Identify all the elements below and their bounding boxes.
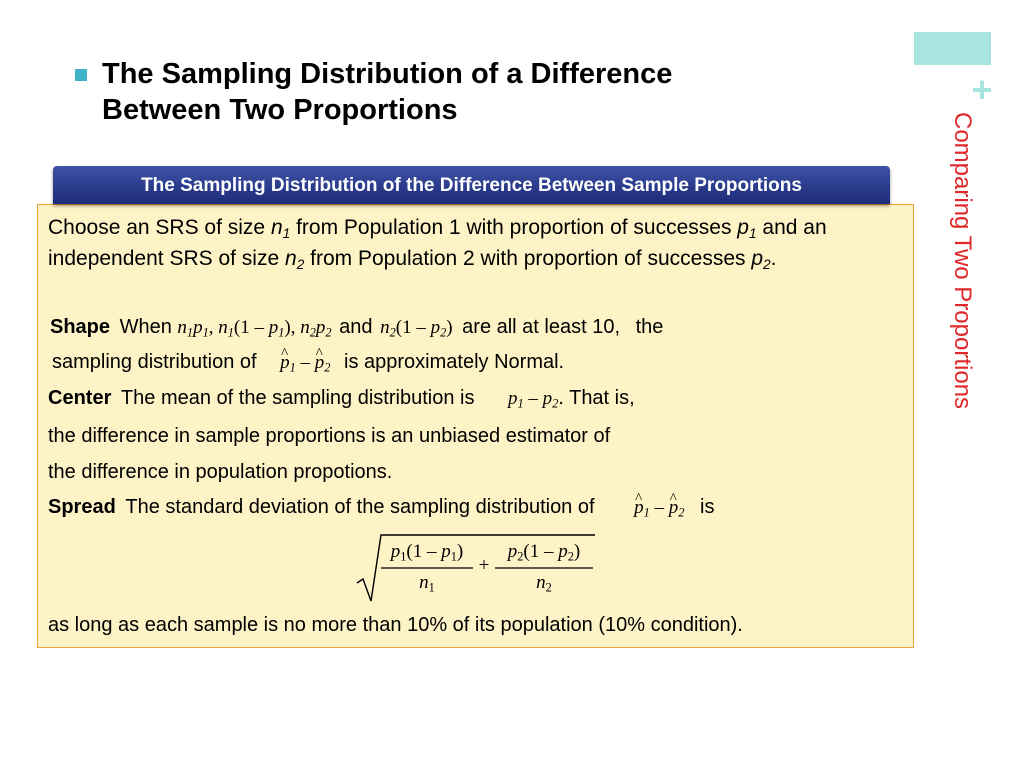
spread-line-1: Spread The standard deviation of the sampling distribution of ^ $p_1$ – ^ $p_2$ is [48,495,714,520]
shape-line-1: Shape When $n_1p_1$, $n_1(1 - p_1)$, $n_2p_2$ and $n_2(1 - p_2)$ are all at least 10, the [50,316,664,340]
standard-deviation-formula [355,533,600,603]
fraction-2: $p_2(1 - p_2)$ $n_2$ [507,541,581,595]
spread-label: Spread [48,496,116,518]
side-title-text: Comparing Two Proportions [949,112,976,410]
slide-title [102,56,822,128]
center-line-1: Center The mean of the sampling distribution is $p_1 - p_2$. That is, [48,387,635,411]
corner-accent-bar [914,32,991,65]
side-title [940,112,976,472]
center-label: Center [48,387,112,409]
shape-label: Shape [50,316,111,338]
definition-banner: The Sampling Distribution of the Difference Between Sample Proportions [53,166,890,204]
spread-footer: as long as each sample is no more than 10% of its population (10% condition). [48,614,743,636]
center-line-3: the difference in population propotions. [48,461,393,483]
plus-sign: + [478,555,490,576]
slide-title-line-2: Between Two Proportions [102,94,458,126]
intro-paragraph: Choose an SRS of size $n_1$ from Population 1 with proportion of successes $p_1$ and an independent SRS of size $n_2$ from Population 2 with proportion of successes $p_2$. [48,216,827,273]
shape-line-2: sampling distribution of ^ $p_1$ – ^ $p_2$ is approximately Normal. [52,350,564,375]
center-line-2: the difference in sample proportions is an unbiased estimator of [48,425,611,447]
fraction-1: $p_1(1 - p_1)$ $n_1$ [390,541,464,595]
plus-icon: + [971,69,993,110]
slide-title-line-1: The Sampling Distribution of a Difference [102,58,673,90]
bullet-icon [75,69,87,81]
